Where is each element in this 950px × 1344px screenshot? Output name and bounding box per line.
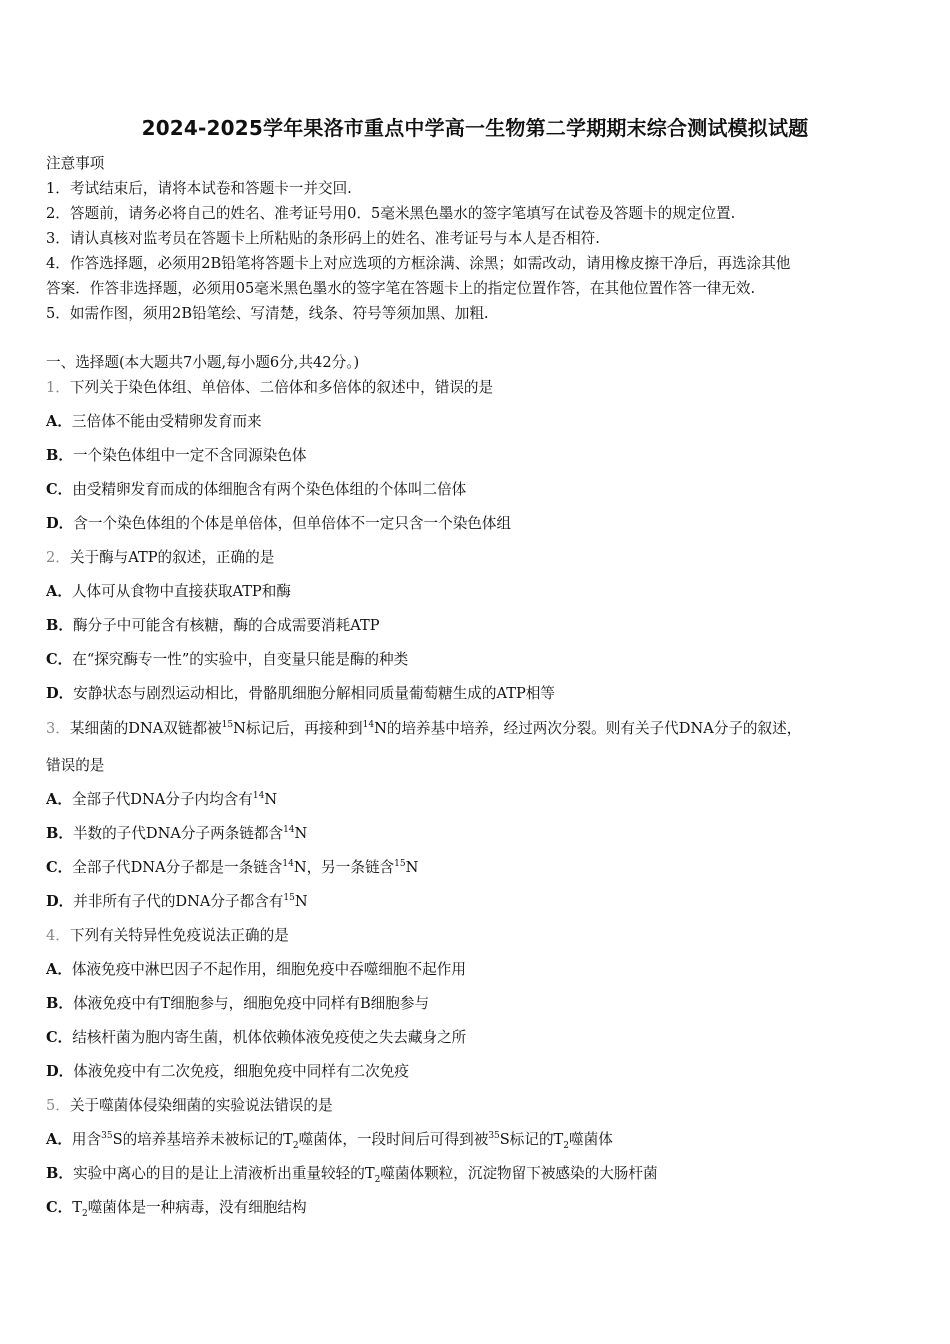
question-4-option-c[interactable] — [46, 1026, 466, 1047]
isotope-superscript: 35 — [101, 1131, 113, 1142]
question-number: 3． — [46, 720, 70, 737]
option-text: 噬菌体颗粒，沉淀物留下被感染的大肠杆菌 — [380, 1165, 658, 1182]
phage-subscript: 2 — [292, 1140, 299, 1151]
question-5-option-a[interactable] — [46, 1128, 613, 1149]
option-text: 全部子代DNA分子内均含有 — [71, 791, 253, 808]
option-label: D． — [46, 685, 74, 702]
option-label: B． — [46, 995, 73, 1012]
isotope-superscript: 15 — [394, 859, 406, 870]
option-label: D． — [46, 1063, 74, 1080]
question-1-stem — [46, 376, 493, 397]
question-text: 关于酶与ATP的叙述，正确的是 — [69, 549, 275, 566]
question-2-option-d[interactable] — [46, 682, 555, 703]
option-text: 实验中离心的目的是让上清液析出重量较轻的T — [72, 1165, 375, 1182]
notice-item: 4．作答选择题，必须用2B铅笔将答题卡上对应选项的方框涂满、涂黑；如需改动，请用橡皮擦干净后，再选涂其他 — [46, 255, 791, 272]
option-label: A． — [46, 791, 72, 808]
option-text: 半数的子代DNA分子两条链都含 — [72, 825, 284, 842]
option-label: A． — [46, 961, 72, 978]
section-heading: 一、选择题(本大题共7小题,每小题6分,共42分。) — [46, 354, 360, 371]
option-text: 酶分子中可能含有核糖，酶的合成需要消耗ATP — [72, 617, 380, 634]
option-label: C． — [46, 481, 73, 498]
question-2-stem — [46, 546, 274, 567]
option-text: 由受精卵发育而成的体细胞含有两个染色体组的个体叫二倍体 — [72, 481, 467, 498]
isotope-superscript: 35 — [488, 1131, 500, 1142]
question-3-option-d[interactable] — [46, 890, 308, 911]
option-text: 噬菌体，一段时间后可得到被 — [298, 1131, 489, 1148]
question-number: 1． — [46, 379, 70, 396]
option-label: B． — [46, 825, 73, 842]
option-text: T — [72, 1199, 82, 1216]
question-number: 4． — [46, 927, 70, 944]
question-text: 下列有关特异性免疫说法正确的是 — [69, 927, 289, 944]
isotope-superscript: 14 — [362, 720, 375, 731]
option-text: S的培养基培养未被标记的T — [112, 1131, 293, 1148]
option-text: N — [294, 825, 308, 842]
option-label: C． — [46, 1029, 73, 1046]
option-text: 体液免疫中有二次免疫，细胞免疫中同样有二次免疫 — [73, 1063, 409, 1080]
question-3-option-a[interactable] — [46, 788, 277, 809]
option-text: 全部子代DNA分子都是一条链含 — [72, 859, 283, 876]
notice-heading: 注意事项 — [46, 155, 105, 172]
option-label: D． — [46, 515, 74, 532]
option-text: 噬菌体是一种病毒，没有细胞结构 — [87, 1199, 307, 1216]
question-2-option-b[interactable] — [46, 614, 380, 635]
question-2-option-a[interactable] — [46, 580, 291, 601]
option-text: 一个染色体组中一定不含同源染色体 — [72, 447, 307, 464]
option-text: 结核杆菌为胞内寄生菌，机体依赖体液免疫使之失去藏身之所 — [72, 1029, 467, 1046]
option-label: B． — [46, 617, 73, 634]
option-text: 体液免疫中有T细胞参与，细胞免疫中同样有B细胞参与 — [72, 995, 430, 1012]
question-5-option-b[interactable] — [46, 1162, 658, 1183]
option-label: C． — [46, 651, 73, 668]
option-label: A． — [46, 583, 72, 600]
option-label: A． — [46, 413, 72, 430]
option-text: 并非所有子代的DNA分子都含有 — [73, 893, 284, 910]
option-text: N — [264, 791, 278, 808]
question-text: N的培养基中培养，经过两次分裂。则有关子代DNA分子的叙述， — [374, 720, 802, 737]
phage-subscript: 2 — [563, 1140, 570, 1151]
question-text: 关于噬菌体侵染细菌的实验说法错误的是 — [69, 1097, 333, 1114]
question-3-option-c[interactable] — [46, 856, 418, 877]
option-text: 噬菌体 — [569, 1131, 613, 1148]
option-label: C． — [46, 859, 73, 876]
question-4-option-b[interactable] — [46, 992, 429, 1013]
notice-item: 答案．作答非选择题，必须用05毫米黑色墨水的签字笔在答题卡上的指定位置作答，在其他位置作答一律无效. — [46, 280, 756, 297]
isotope-superscript: 14 — [282, 859, 294, 870]
option-text: 安静状态与剧烈运动相比，骨骼肌细胞分解相同质量葡萄糖生成的ATP相等 — [73, 685, 555, 702]
isotope-superscript: 15 — [283, 893, 295, 904]
option-text: N — [405, 859, 419, 876]
option-text: 体液免疫中淋巴因子不起作用，细胞免疫中吞噬细胞不起作用 — [71, 961, 466, 978]
phage-subscript: 2 — [374, 1174, 381, 1185]
option-text: N — [294, 893, 308, 910]
phage-subscript: 2 — [81, 1208, 88, 1219]
question-text: 下列关于染色体组、单倍体、二倍体和多倍体的叙述中，错误的是 — [69, 379, 494, 396]
option-text: 三倍体不能由受精卵发育而来 — [71, 413, 262, 430]
question-number: 2． — [46, 549, 70, 566]
option-label: D． — [46, 893, 74, 910]
question-1-option-a[interactable] — [46, 410, 262, 431]
question-5-stem — [46, 1094, 333, 1115]
page-title: 2024-2025学年果洛市重点中学高一生物第二学期期末综合测试模拟试题 — [141, 116, 809, 140]
isotope-superscript: 14 — [283, 825, 295, 836]
question-3-option-b[interactable] — [46, 822, 307, 843]
question-3-stem — [46, 717, 801, 738]
question-text: 某细菌的DNA双链都被 — [69, 720, 222, 737]
notice-item: 1．考试结束后，请将本试卷和答题卡一并交回. — [46, 180, 352, 197]
question-5-option-c[interactable] — [46, 1196, 307, 1217]
option-text: 用含 — [71, 1131, 102, 1148]
isotope-superscript: 14 — [252, 791, 265, 802]
option-label: B． — [46, 1165, 73, 1182]
option-label: B． — [46, 447, 73, 464]
isotope-superscript: 15 — [221, 720, 234, 731]
question-3-stem-cont: 错误的是 — [46, 757, 105, 774]
notice-item: 2．答题前，请务必将自己的姓名、准考证号用0．5毫米黑色墨水的签字笔填写在试卷及答题卡的规定位置. — [46, 205, 736, 222]
option-text: S标记的T — [499, 1131, 564, 1148]
question-number: 5． — [46, 1097, 70, 1114]
question-4-stem — [46, 924, 289, 945]
option-label: C． — [46, 1199, 73, 1216]
question-4-option-a[interactable] — [46, 958, 466, 979]
question-1-option-c[interactable] — [46, 478, 466, 499]
notice-item: 5．如需作图，须用2B铅笔绘、写清楚，线条、符号等须加黑、加粗. — [46, 305, 489, 322]
option-text: N，另一条链含 — [293, 859, 395, 876]
option-text: 含一个染色体组的个体是单倍体，但单倍体不一定只含一个染色体组 — [73, 515, 512, 532]
option-label: A． — [46, 1131, 72, 1148]
question-2-option-c[interactable] — [46, 648, 408, 669]
question-4-option-d[interactable] — [46, 1060, 409, 1081]
option-text: 人体可从食物中直接获取ATP和酶 — [71, 583, 291, 600]
question-1-option-d[interactable] — [46, 512, 511, 533]
notice-item: 3．请认真核对监考员在答题卡上所粘贴的条形码上的姓名、准考证号与本人是否相符. — [46, 230, 600, 247]
question-1-option-b[interactable] — [46, 444, 306, 465]
option-text: 在“探究酶专一性”的实验中，自变量只能是酶的种类 — [72, 651, 409, 668]
question-text: N标记后，再接种到 — [233, 720, 363, 737]
